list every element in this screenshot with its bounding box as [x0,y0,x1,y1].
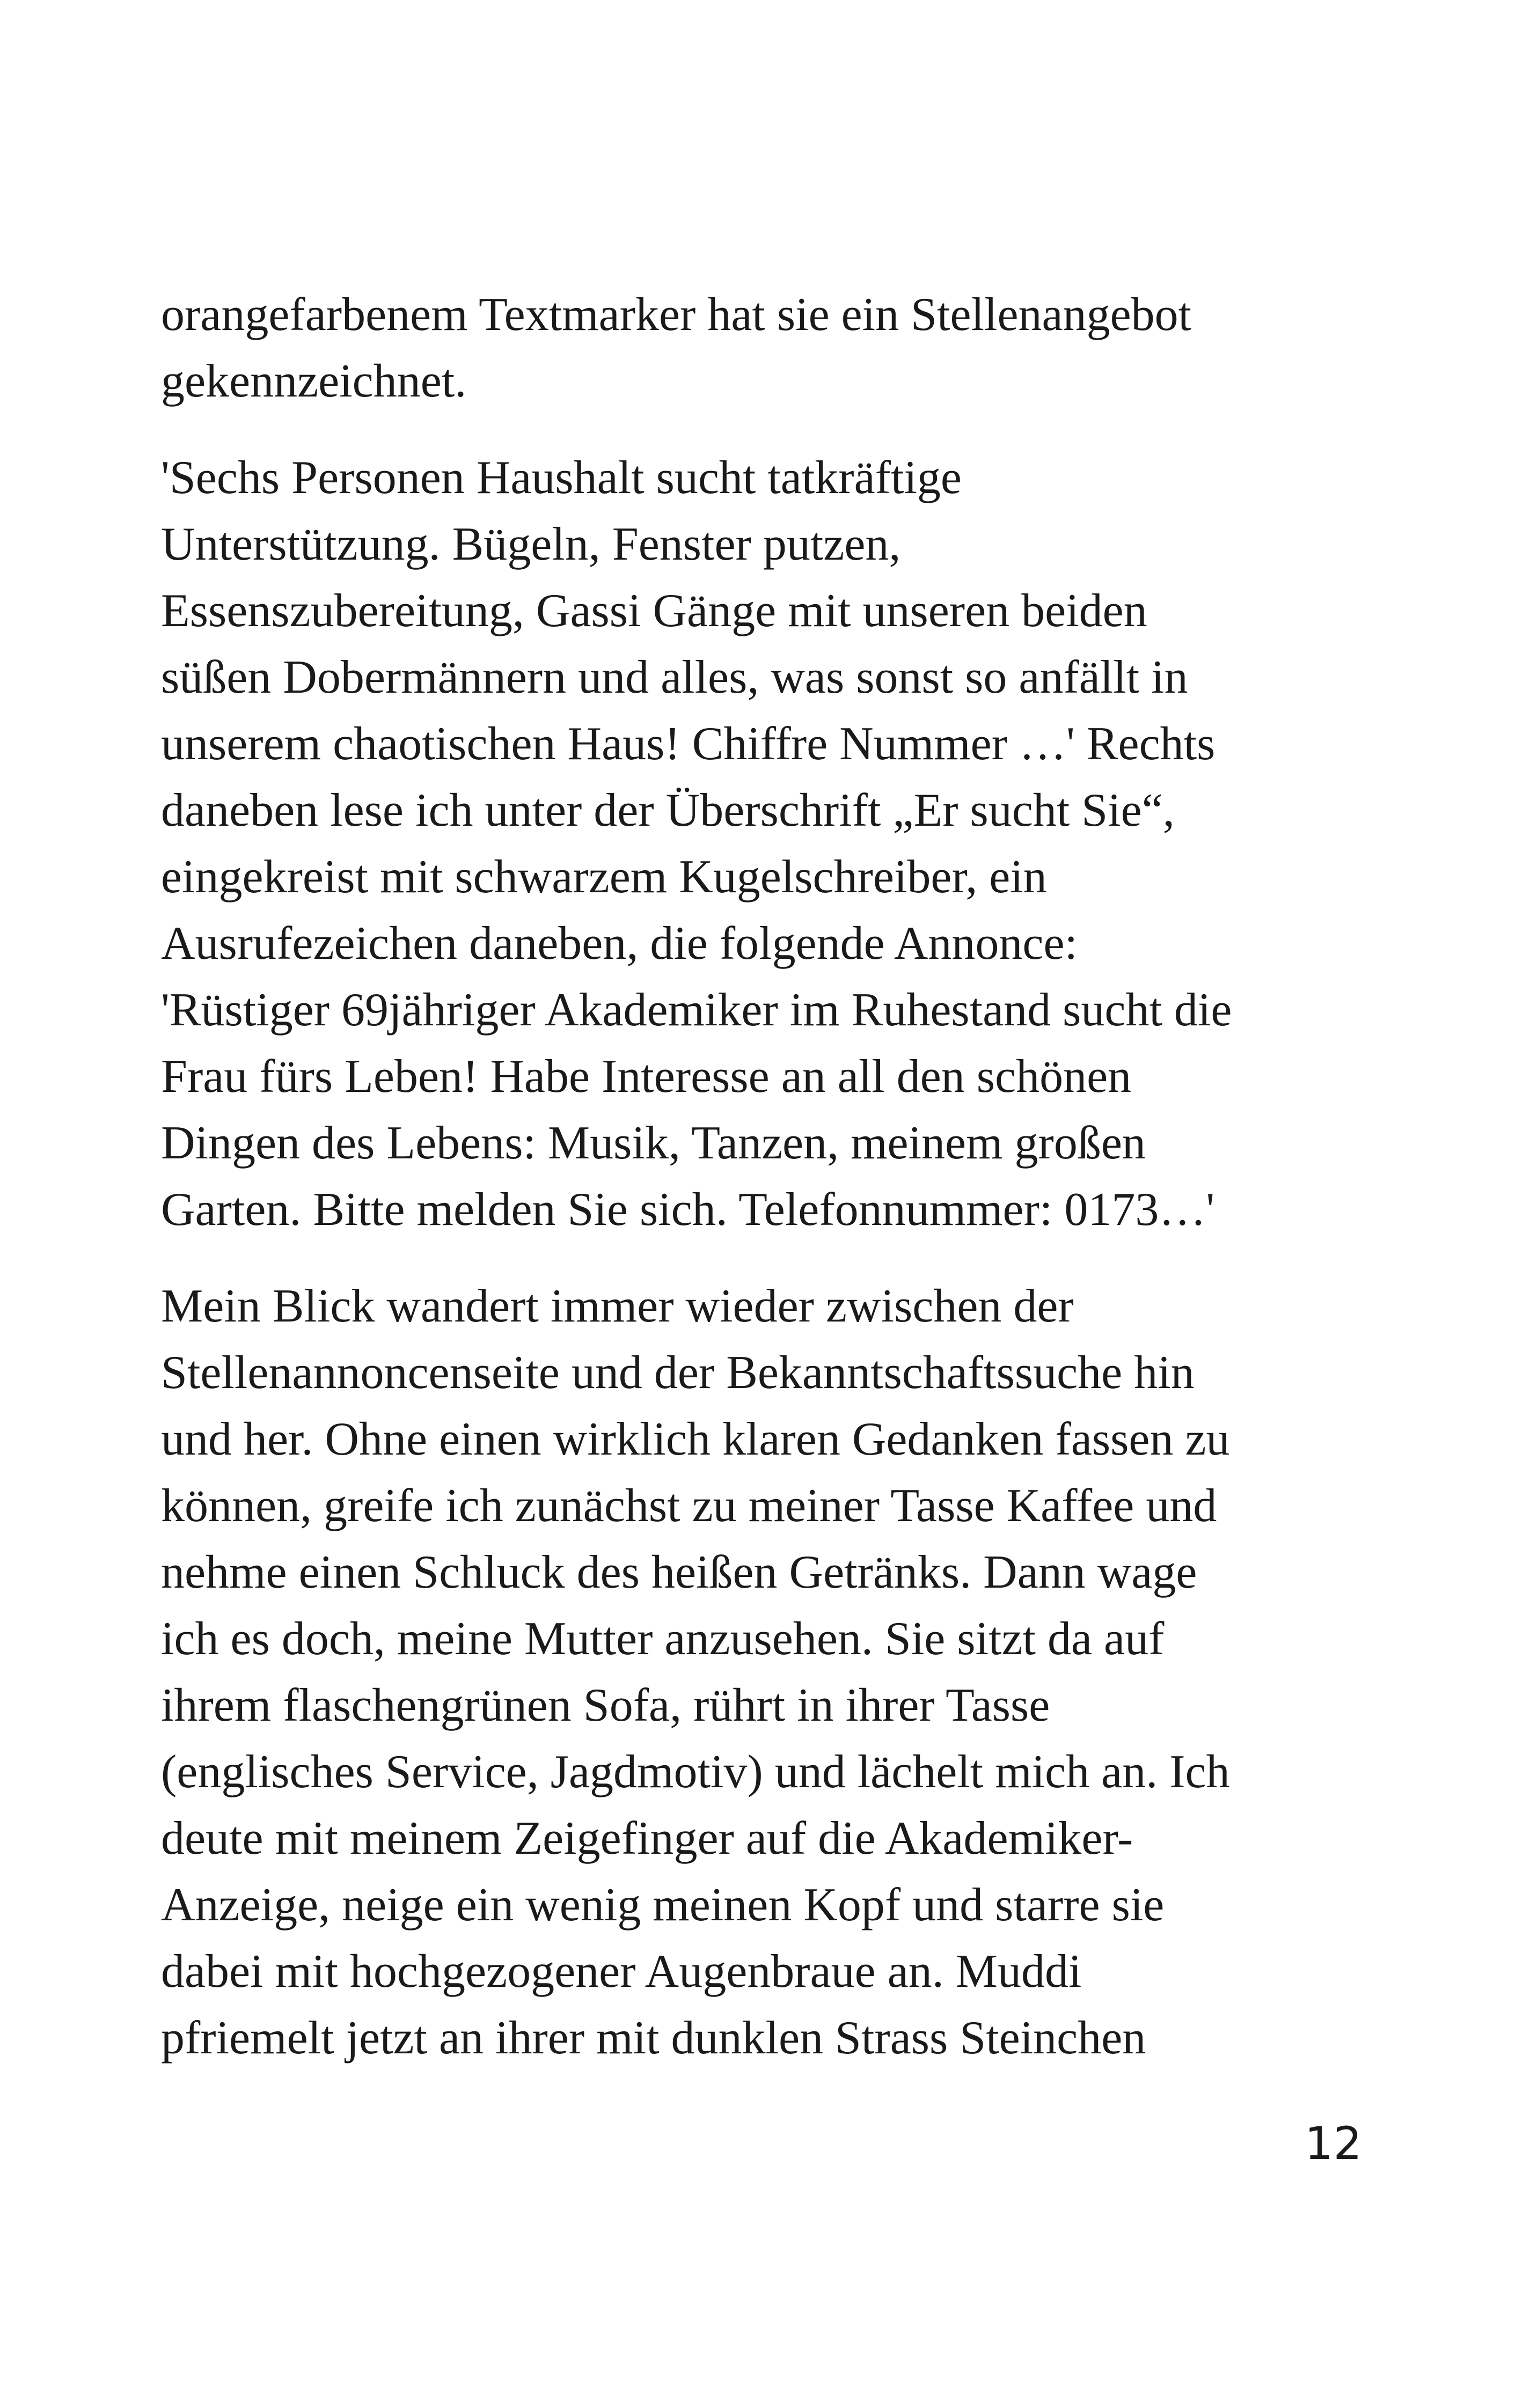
text-line: 'Rüstiger 69jähriger Akademiker im Ruhestand sucht die [161,984,1232,1036]
body-text [161,282,1363,2072]
text-line: süßen Dobermännern und alles, was sonst so anfällt in [161,651,1188,703]
text-line: Anzeige, neige ein wenig meinen Kopf und starre sie [161,1879,1165,1931]
paragraph-3 [161,1273,1363,2072]
text-line: deute mit meinem Zeigefinger auf die Akademiker- [161,1812,1133,1864]
text-line: Unterstützung. Bügeln, Fenster putzen, [161,518,901,570]
text-line: 'Sechs Personen Haushalt sucht tatkräftige [161,452,962,504]
text-line: Ausrufezeichen daneben, die folgende Annonce: [161,917,1078,970]
paragraph-1 [161,282,1363,415]
text-line: ihrem flaschengrünen Sofa, rührt in ihrer Tasse [161,1679,1050,1731]
text-line: ich es doch, meine Mutter anzusehen. Sie sitzt da auf [161,1613,1165,1665]
text-line: können, greife ich zunächst zu meiner Tasse Kaffee und [161,1480,1217,1532]
text-line: und her. Ohne einen wirklich klaren Gedanken fassen zu [161,1413,1230,1465]
text-line: unserem chaotischen Haus! Chiffre Nummer …' Rechts [161,718,1216,770]
text-line: orangefarbenem Textmarker hat sie ein Stellenangebot [161,289,1192,341]
text-line: Mein Blick wandert immer wieder zwischen der [161,1280,1074,1332]
text-line: Dingen des Lebens: Musik, Tanzen, meinem großen [161,1117,1146,1169]
text-line: daneben lese ich unter der Überschrift „Er sucht Sie“, [161,784,1175,836]
text-line: dabei mit hochgezogener Augenbraue an. Muddi [161,1946,1082,1998]
text-line: Essenszubereitung, Gassi Gänge mit unseren beiden [161,585,1147,637]
text-line: pfriemelt jetzt an ihrer mit dunklen Strass Steinchen [161,2012,1146,2064]
text-line: Frau fürs Leben! Habe Interesse an all den schönen [161,1051,1132,1103]
text-line: (englisches Service, Jagdmotiv) und lächelt mich an. Ich [161,1746,1230,1798]
text-line: gekennzeichnet. [161,355,467,407]
page-number: 12 [1305,2117,1362,2170]
text-line: Garten. Bitte melden Sie sich. Telefonnummer: 0173…' [161,1184,1215,1236]
text-line: eingekreist mit schwarzem Kugelschreiber, ein [161,851,1047,903]
text-line: nehme einen Schluck des heißen Getränks. Dann wage [161,1546,1197,1598]
text-line: Stellenannoncenseite und der Bekanntschaftssuche hin [161,1347,1195,1399]
paragraph-2 [161,445,1363,1243]
